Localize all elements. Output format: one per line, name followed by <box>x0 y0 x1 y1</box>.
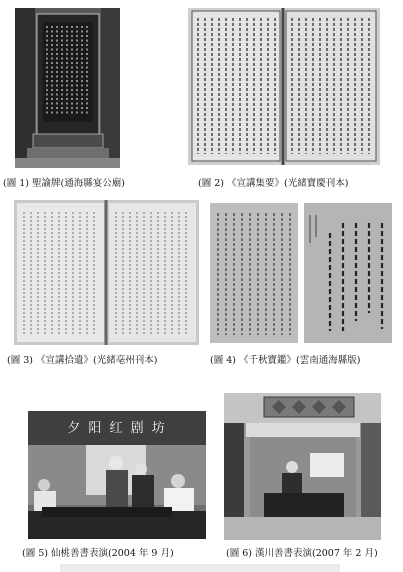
figure-6-performance-photo <box>224 393 381 540</box>
figure-2-caption: (圖 2) 《宣講集要》(光緒寶慶刊本) <box>198 178 349 189</box>
figure-5-banner-text: 夕 阳 红 剧 坊 <box>67 421 167 436</box>
figure-1-caption: (圖 1) 聖諭牌(通海縣宴公廟) <box>3 178 125 189</box>
figure-6-caption: (圖 6) 漢川善書表演(2007 年 2 月) <box>226 548 378 559</box>
figure-5-performance-photo <box>28 411 206 539</box>
figure-2-book-photo <box>188 8 380 165</box>
figure-5-caption: (圖 5) 仙桃善書表演(2004 年 9 月) <box>22 548 174 559</box>
watermark-strip <box>0 548 403 572</box>
figure-4-caption: (圖 4) 《千秋寶鑑》(雲南通海縣版) <box>210 355 361 366</box>
figure-1-stele-photo <box>15 8 120 168</box>
figure-3-book-photo <box>14 200 199 345</box>
figure-4-book-photo <box>210 203 392 343</box>
figure-3-caption: (圖 3) 《宣講拾遺》(光緒亳州刊本) <box>7 355 158 366</box>
